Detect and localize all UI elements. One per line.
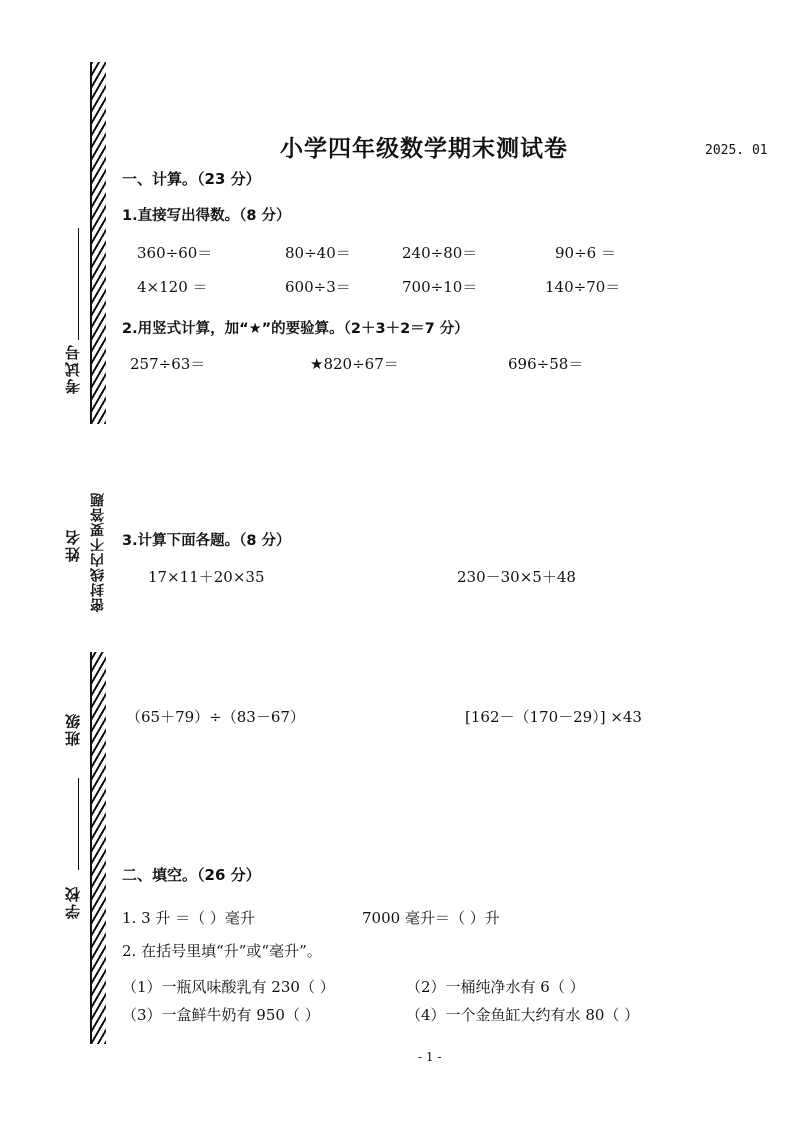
- vertical-calc-item: 257÷63＝: [130, 355, 206, 373]
- oral-calc-item: 4×120 ＝: [137, 278, 208, 296]
- mixed-calc-item: [162－（170－29）] ×43: [465, 708, 642, 726]
- unit-fill-item: （4）一个金鱼缸大约有水 80（ ）: [406, 1006, 640, 1024]
- seal-notice: 密封线内不要答题: [90, 492, 106, 612]
- q2-fill-heading: 2. 在括号里填“升”或“毫升”。: [122, 942, 322, 960]
- oral-calc-item: 240÷80＝: [402, 244, 478, 262]
- page-number: - 1 -: [418, 1050, 442, 1064]
- section1-heading: 一、计算。（23 分）: [122, 170, 261, 188]
- seal-hatch-bottom: [90, 652, 106, 1044]
- unit-fill-item: （3）一盒鲜牛奶有 950（ ）: [122, 1006, 320, 1024]
- page-title: 小学四年级数学期末测试卷: [280, 135, 568, 162]
- vertical-calc-item: 696÷58＝: [508, 355, 584, 373]
- vertical-calc-item: ★820÷67＝: [310, 355, 399, 373]
- seal-hatch-top: [90, 62, 106, 424]
- fill-blank-item: 7000 毫升＝（ ）升: [362, 909, 500, 927]
- mixed-calc-item: 230－30×5＋48: [457, 568, 576, 586]
- class-line: [78, 778, 79, 870]
- exam-number-label: 考试号: [64, 343, 82, 394]
- class-label: 班级: [64, 712, 82, 746]
- q1-heading: 1.直接写出得数。（8 分）: [122, 208, 291, 224]
- q3-heading: 3.计算下面各题。（8 分）: [122, 533, 291, 549]
- exam-date: 2025. 01: [705, 143, 768, 158]
- mixed-calc-item: 17×11＋20×35: [148, 568, 265, 586]
- unit-fill-item: （1）一瓶风味酸乳有 230（ ）: [122, 978, 335, 996]
- oral-calc-item: 700÷10＝: [402, 278, 478, 296]
- oral-calc-item: 140÷70＝: [545, 278, 621, 296]
- unit-fill-item: （2）一桶纯净水有 6（ ）: [406, 978, 585, 996]
- exam-number-line: [78, 228, 79, 340]
- name-label: 姓名: [64, 528, 82, 562]
- q2-heading: 2.用竖式计算，加“★”的要验算。（2＋3＋2＝7 分）: [122, 321, 469, 337]
- oral-calc-item: 360÷60＝: [137, 244, 213, 262]
- school-label: 学校: [64, 885, 82, 919]
- oral-calc-item: 90÷6 ＝: [555, 244, 616, 262]
- oral-calc-item: 600÷3＝: [285, 278, 351, 296]
- fill-blank-item: 1. 3 升 ＝（ ）毫升: [122, 909, 255, 927]
- mixed-calc-item: （65＋79）÷（83－67）: [126, 708, 305, 726]
- oral-calc-item: 80÷40＝: [285, 244, 351, 262]
- section2-heading: 二、填空。（26 分）: [122, 866, 261, 884]
